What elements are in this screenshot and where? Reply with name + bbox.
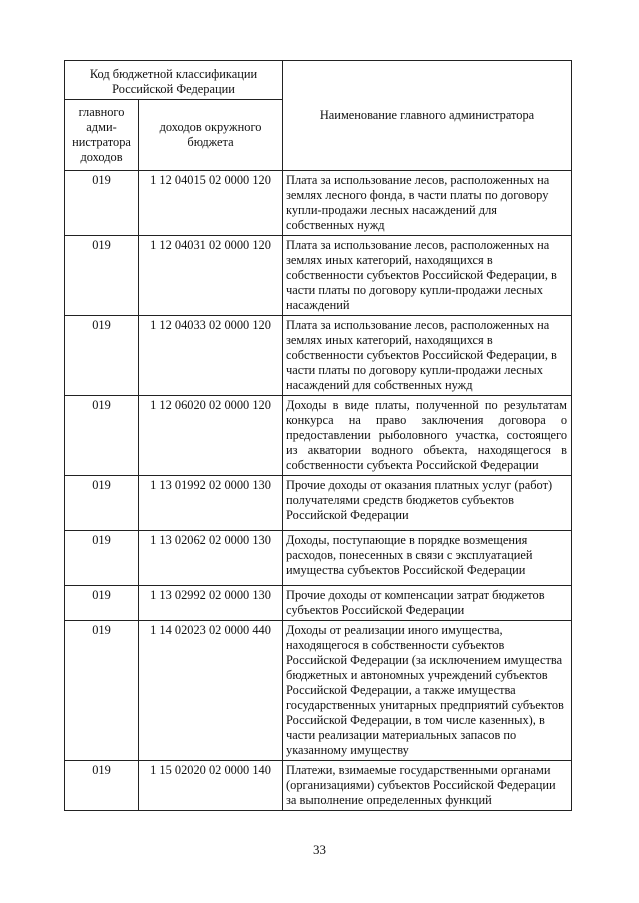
income-code-cell: 1 12 04033 02 0000 120 — [139, 316, 283, 396]
admin-code-cell: 019 — [65, 236, 139, 316]
header-administrator-name: Наименование главного администратора — [283, 61, 572, 171]
income-admin-table — [64, 60, 572, 811]
income-name-cell: Прочие доходы от оказания платных услуг (работ) получателями средств бюджетов субъектов Российской Федерации — [283, 476, 572, 531]
income-code-cell: 1 14 02023 02 0000 440 — [139, 621, 283, 761]
header-chief-administrator: главного адми-нистратора доходов — [65, 100, 139, 171]
income-name-cell: Прочие доходы от компенсации затрат бюджетов субъектов Российской Федерации — [283, 586, 572, 621]
income-name-cell: Плата за использование лесов, расположенных на землях иных категорий, находящихся в собственности субъектов Российской Федерации, в части платы по договору купли-продажи лесных насаждений для собственных нужд — [283, 316, 572, 396]
income-name-cell: Платежи, взимаемые государственными органами (организациями) субъектов Российской Федерации за выполнение определенных функций — [283, 761, 572, 811]
table-row — [65, 476, 572, 531]
table-header-row — [65, 61, 572, 100]
income-name-cell: Плата за использование лесов, расположенных на землях иных категорий, находящихся в собственности субъектов Российской Федерации, в части платы по договору купли-продажи лесных насаждений — [283, 236, 572, 316]
admin-code-cell: 019 — [65, 316, 139, 396]
income-code-cell: 1 13 01992 02 0000 130 — [139, 476, 283, 531]
admin-code-cell: 019 — [65, 171, 139, 236]
admin-code-cell: 019 — [65, 586, 139, 621]
header-district-budget-income: доходов окружного бюджета — [139, 100, 283, 171]
table-row — [65, 316, 572, 396]
table-row — [65, 171, 572, 236]
admin-code-cell: 019 — [65, 761, 139, 811]
table-row — [65, 761, 572, 811]
admin-code-cell: 019 — [65, 531, 139, 586]
table-row — [65, 621, 572, 761]
income-code-cell: 1 12 04015 02 0000 120 — [139, 171, 283, 236]
income-name-cell: Доходы, поступающие в порядке возмещения расходов, понесенных в связи с эксплуатацией имущества субъектов Российской Федерации — [283, 531, 572, 586]
income-name-cell: Плата за использование лесов, расположенных на землях лесного фонда, в части платы по договору купли-продажи лесных насаждений для собственных нужд — [283, 171, 572, 236]
income-name-cell: Доходы от реализации иного имущества, находящегося в собственности субъектов Российской Федерации (за исключением имущества бюджетных и автономных учреждений субъектов Российской Федерации, а также имущества государственных унитарных предприятий субъектов Российской Федерации, в том числе казенных), в части реализации материальных запасов по указанному имуществу — [283, 621, 572, 761]
table-row — [65, 531, 572, 586]
income-code-cell: 1 13 02992 02 0000 130 — [139, 586, 283, 621]
income-code-cell: 1 15 02020 02 0000 140 — [139, 761, 283, 811]
income-code-cell: 1 12 04031 02 0000 120 — [139, 236, 283, 316]
header-budget-classification-code: Код бюджетной классификации Российской Федерации — [65, 61, 283, 100]
table-row — [65, 396, 572, 476]
income-name-cell: Доходы в виде платы, полученной по результатам конкурса на право заключения договора о предоставлении рыболовного участка, состоящего из акватории водного объекта, находящегося в собственности субъекта Российской Федерации — [283, 396, 572, 476]
admin-code-cell: 019 — [65, 476, 139, 531]
admin-code-cell: 019 — [65, 396, 139, 476]
income-code-cell: 1 13 02062 02 0000 130 — [139, 531, 283, 586]
income-code-cell: 1 12 06020 02 0000 120 — [139, 396, 283, 476]
admin-code-cell: 019 — [65, 621, 139, 761]
page-number: 33 — [313, 842, 326, 857]
table-row — [65, 236, 572, 316]
table-row — [65, 586, 572, 621]
